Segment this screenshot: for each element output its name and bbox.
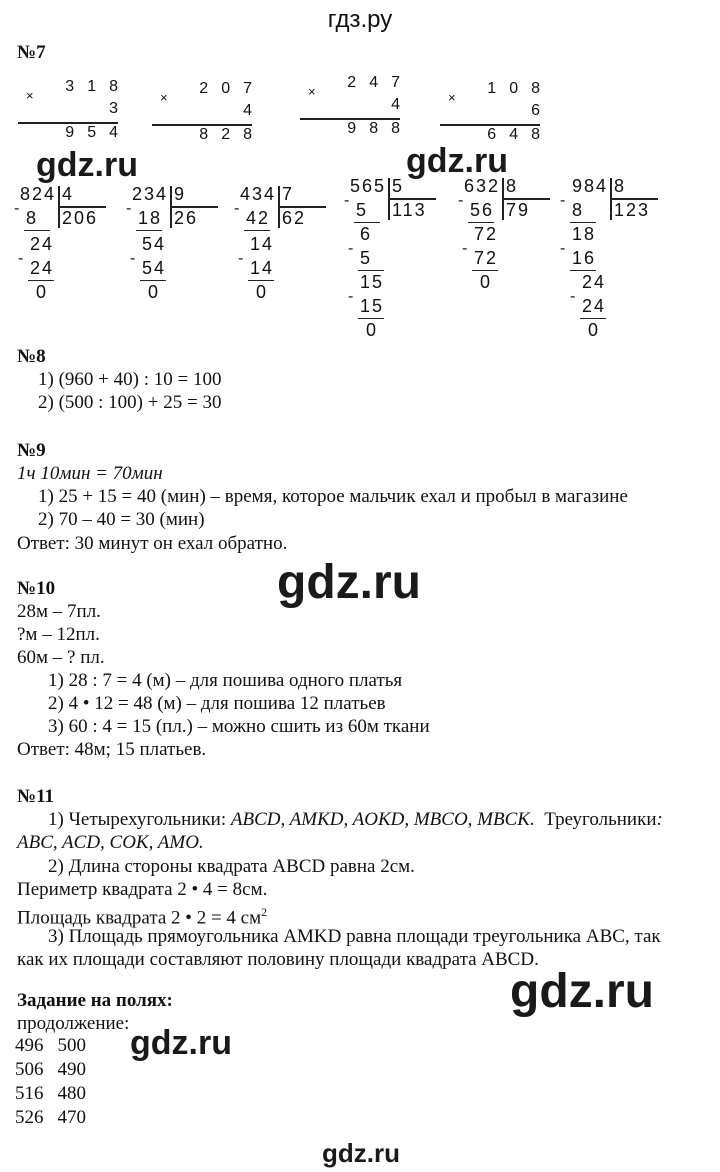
table-row xyxy=(15,1034,100,1058)
division-step: 24 xyxy=(30,234,55,254)
task-8-heading: №8 xyxy=(17,346,46,367)
task-10-line: 3) 60 : 4 = 15 (пл.) – можно сшить из 60м ткани xyxy=(48,716,430,737)
task-10-given: 28м – 7пл. xyxy=(17,601,101,622)
division-step: 0 xyxy=(148,282,161,302)
division-step: 72 xyxy=(474,224,499,244)
division-step: 54 xyxy=(142,234,167,254)
multiply-sign: × xyxy=(448,90,456,105)
table-row xyxy=(15,1082,100,1106)
division-step: 56 xyxy=(470,200,495,220)
division-step: 8 xyxy=(26,208,39,228)
task-9-heading: №9 xyxy=(17,440,46,461)
task-10-given: ?м – 12пл. xyxy=(17,624,100,645)
quotient: 62 xyxy=(282,208,307,228)
division-step: 5 xyxy=(356,200,369,220)
minus-sign: - xyxy=(458,192,466,209)
triangles-colon: : xyxy=(656,809,663,830)
division-step: 14 xyxy=(250,234,275,254)
margin-task-subheading: продолжение: xyxy=(17,1013,130,1034)
division-step: 0 xyxy=(480,272,493,292)
minus-sign: - xyxy=(560,240,568,257)
divisor: 5 xyxy=(392,176,405,196)
division-step: 16 xyxy=(572,248,597,268)
division-step: 15 xyxy=(360,296,385,316)
dividend: 824 xyxy=(20,184,57,204)
step-underline xyxy=(570,222,596,223)
minus-sign: - xyxy=(238,250,246,267)
division-step: 72 xyxy=(474,248,499,268)
dividend: 984 xyxy=(572,176,609,196)
dividend: 234 xyxy=(132,184,169,204)
table-cell: 480 xyxy=(57,1083,86,1104)
division-step: 5 xyxy=(360,248,373,268)
minus-sign: - xyxy=(130,250,138,267)
multiply-sign: × xyxy=(160,90,168,105)
dividend: 565 xyxy=(350,176,387,196)
multiply-sign: × xyxy=(26,88,34,103)
task-10-line: 1) 28 : 7 = 4 (м) – для пошива одного платья xyxy=(48,670,403,691)
watermark: gdz.ru xyxy=(130,1024,232,1062)
multiplier: 4 xyxy=(243,102,265,119)
minus-sign: - xyxy=(126,200,134,217)
site-title: гдз.ру xyxy=(327,6,393,33)
task-11-line-2: 2) Длина стороны квадрата ABCD равна 2см. xyxy=(48,856,415,877)
multiplier: 3 xyxy=(109,100,131,117)
task-9-given: 1ч 10мин = 70мин xyxy=(17,463,163,484)
step-underline xyxy=(28,280,54,281)
table-row xyxy=(15,1058,100,1082)
quotient: 123 xyxy=(614,200,651,220)
step-underline xyxy=(24,230,50,231)
table-cell: 500 xyxy=(57,1035,86,1056)
minus-sign: - xyxy=(560,192,568,209)
step-underline xyxy=(244,230,270,231)
table-cell: 496 xyxy=(15,1035,44,1056)
division-step: 6 xyxy=(360,224,373,244)
step-underline xyxy=(472,270,498,271)
minus-sign: - xyxy=(348,240,356,257)
divisor: 9 xyxy=(174,184,187,204)
multiply-sign: × xyxy=(308,84,316,99)
minus-sign: - xyxy=(348,288,356,305)
division-step: 14 xyxy=(250,258,275,278)
product: 954 xyxy=(65,124,131,141)
division-step: 24 xyxy=(30,258,55,278)
task-9-answer: Ответ: 30 минут он ехал обратно. xyxy=(17,533,288,554)
watermark: gdz.ru xyxy=(36,146,138,184)
division-step: 18 xyxy=(138,208,163,228)
divisor: 4 xyxy=(62,184,75,204)
division-step: 54 xyxy=(142,258,167,278)
task-8-line: 2) (500 : 100) + 25 = 30 xyxy=(38,392,222,413)
quadrilaterals-list: ABCD, AMKD, AOKD, MBCO, MBCK. xyxy=(230,809,535,830)
product: 988 xyxy=(347,120,413,137)
quotient: 79 xyxy=(506,200,531,220)
step-underline xyxy=(468,222,494,223)
product: 828 xyxy=(199,126,265,143)
area-exponent: 2 xyxy=(261,905,268,919)
product: 648 xyxy=(487,126,553,143)
table-cell: 526 xyxy=(15,1107,44,1128)
task-7-heading: №7 xyxy=(17,42,46,63)
triangles-label: Треугольники xyxy=(544,809,657,830)
quotient: 113 xyxy=(392,200,427,220)
dividend: 434 xyxy=(240,184,277,204)
division-step: 42 xyxy=(246,208,271,228)
step-underline xyxy=(140,280,166,281)
step-underline xyxy=(570,270,596,271)
quotient: 26 xyxy=(174,208,199,228)
multiplicand: 207 xyxy=(199,80,265,97)
triangles-list: ABC, ACD, COK, AMO. xyxy=(17,832,204,853)
step-underline xyxy=(580,318,606,319)
division-step: 0 xyxy=(256,282,269,302)
dividend: 632 xyxy=(464,176,501,196)
division-step: 24 xyxy=(582,272,607,292)
task-8-line: 1) (960 + 40) : 10 = 100 xyxy=(38,369,222,390)
task-11-line-1 xyxy=(48,808,663,831)
margin-task-heading: Задание на полях: xyxy=(17,990,173,1011)
task-10-heading: №10 xyxy=(17,578,56,599)
step-underline xyxy=(354,222,380,223)
multiplicand: 318 xyxy=(65,78,131,95)
division-step: 0 xyxy=(36,282,49,302)
division-step: 18 xyxy=(572,224,597,244)
division-step: 8 xyxy=(572,200,585,220)
minus-sign: - xyxy=(18,250,26,267)
area-text: Площадь квадрата 2 • 2 = 4 см xyxy=(17,907,262,929)
division-step: 0 xyxy=(588,320,601,340)
multiplicand: 247 xyxy=(347,74,413,91)
task-11-heading: №11 xyxy=(17,786,55,807)
table-cell: 516 xyxy=(15,1083,44,1104)
margin-task-table xyxy=(15,1034,100,1130)
divisor: 7 xyxy=(282,184,295,204)
watermark: gdz.ru xyxy=(406,142,508,180)
task-11-line-3: Периметр квадрата 2 • 4 = 8см. xyxy=(17,879,268,900)
division-step: 0 xyxy=(366,320,379,340)
task-11-line-5: 3) Площадь прямоугольника AMKD равна площади треугольника ABC, так xyxy=(48,926,661,947)
step-underline xyxy=(136,230,162,231)
divisor: 8 xyxy=(614,176,627,196)
multiplicand: 108 xyxy=(487,80,553,97)
task-11-line-6: как их площади составляют половину площади квадрата ABCD. xyxy=(17,949,539,970)
watermark: gdz.ru xyxy=(322,1138,400,1168)
minus-sign: - xyxy=(570,288,578,305)
watermark: gdz.ru xyxy=(510,965,654,1018)
table-cell: 490 xyxy=(57,1059,86,1080)
step-underline xyxy=(358,318,384,319)
divisor: 8 xyxy=(506,176,519,196)
task-9-line: 1) 25 + 15 = 40 (мин) – время, которое мальчик ехал и пробыл в магазине xyxy=(38,486,628,507)
quadrilaterals-label: 1) Четырехугольники: xyxy=(48,809,231,830)
minus-sign: - xyxy=(462,240,470,257)
step-underline xyxy=(248,280,274,281)
task-10-given: 60м – ? пл. xyxy=(17,647,105,668)
task-10-answer: Ответ: 48м; 15 платьев. xyxy=(17,739,207,760)
task-10-line: 2) 4 • 12 = 48 (м) – для пошива 12 платьев xyxy=(48,693,386,714)
task-9-line: 2) 70 – 40 = 30 (мин) xyxy=(38,509,205,530)
watermark: gdz.ru xyxy=(277,556,421,609)
multiplier: 6 xyxy=(531,102,553,119)
step-underline xyxy=(358,270,384,271)
minus-sign: - xyxy=(344,192,352,209)
quotient: 206 xyxy=(62,208,99,228)
table-row xyxy=(15,1106,100,1130)
multiplier: 4 xyxy=(391,96,413,113)
table-cell: 470 xyxy=(57,1107,86,1128)
minus-sign: - xyxy=(234,200,242,217)
division-step: 15 xyxy=(360,272,385,292)
table-cell: 506 xyxy=(15,1059,44,1080)
minus-sign: - xyxy=(14,200,22,217)
division-step: 24 xyxy=(582,296,607,316)
